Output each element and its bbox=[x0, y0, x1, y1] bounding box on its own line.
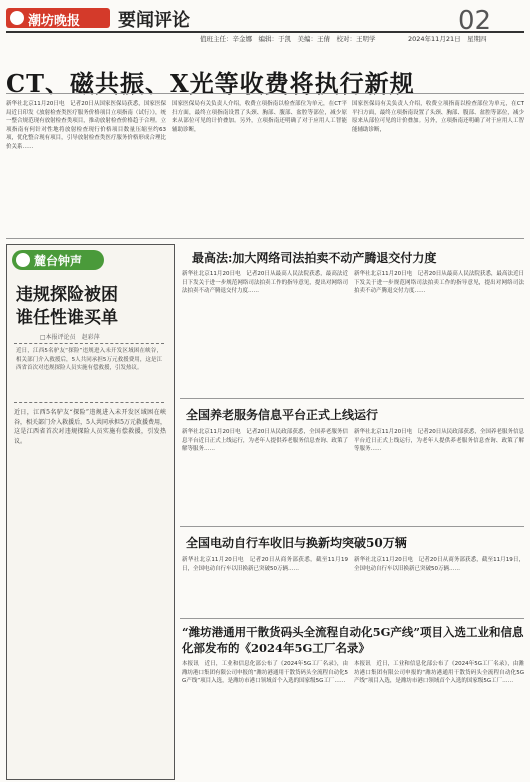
newspaper-logo bbox=[6, 8, 110, 28]
issue-date: 2024年11月21日 星期四 bbox=[408, 35, 487, 43]
story-2-divider bbox=[180, 526, 524, 527]
story-4-body-col-2: 本报讯 近日，工业和信息化部公布了《2024年5G工厂名录》，由潍坊港口集团有限公司申报的“潍坊港通用干散货码头全流程自动化5G产线”项目入选，是潍坊市港口领域首个入选的国家级5G工厂…… bbox=[354, 661, 524, 684]
lead-body-col-1: 新华社北京11月20日电 记者20日从国家医保局获悉，国家医保局近日印发《放射检查类医疗服务价格项目立项指南（试行）》，统一整合规范现有放射检查类项目，推动放射检查价格趋于合理。立项指南有何针对性地将放射检查现行价格项目数量压缩至约63项，优化整合现有项目，引导放射检查类医疗服务价格形成合理比价关系…… bbox=[6, 101, 166, 150]
lead-headline: CT、磁共振、X光等收费将执行新规 bbox=[6, 69, 415, 98]
column-banner bbox=[12, 250, 104, 270]
story-4-title: “潍坊港通用干散货码头全流程自动化5G产线”项目入选工业和信息化部发布的《2024年5G工厂名录》 bbox=[182, 625, 524, 655]
commentary-editor-note bbox=[14, 343, 164, 403]
story-2-body-col-1: 新华社北京11月20日电 记者20日从民政部获悉，全国养老服务信息平台近日正式上线运行，为老年人提供养老服务信息查询、政策了解等服务…… bbox=[182, 429, 348, 452]
lead-body-col-2: 国家医保局有关负责人介绍，收费立项指南以检查部位为单元，在CT平扫方面，最终立项指南设置了头颈、胸部、腹部、盆腔等部位，减少原来从部位可见的计价叠加。另外，立项指南还明确了对于应用人工智能辅助诊断， bbox=[172, 101, 347, 133]
commentary-body: 近日，江西5名驴友“探险”违规进入未开发区域困在峡谷，相关部门介入救援后，5人共同承担5万元救援费用，这是江西省首次对违规探险人员实施有偿救援，引发热议。 bbox=[14, 409, 166, 445]
story-2-body-col-2: 新华社北京11月20日电 记者20日从民政部获悉，全国养老服务信息平台近日正式上线运行，为老年人提供养老服务信息查询、政策了解等服务…… bbox=[354, 429, 524, 452]
story-2-title: 全国养老服务信息平台正式上线运行 bbox=[186, 408, 379, 422]
story-1-title: 最高法:加大网络司法拍卖不动产腾退交付力度 bbox=[192, 251, 437, 265]
story-3-body-col-2: 新华社北京11月20日电 记者20日从商务部获悉，截至11月19日，全国电动自行车以旧换新已突破50万辆…… bbox=[354, 557, 524, 572]
lead-bottom-divider bbox=[6, 238, 524, 239]
story-1-body-col-2: 新华社北京11月20日电 记者20日从最高人民法院获悉，最高法近日下发关于进一步规范网络司法拍卖工作的指导意见，提出对网络司法拍卖不动产腾退交付力度…… bbox=[354, 271, 524, 294]
logo-text: 潮坊晚报 bbox=[28, 14, 81, 29]
lead-body-col-3: 国家医保局有关负责人介绍，收费立项指南以检查部位为单元，在CT平扫方面，最终立项指南设置了头颈、胸部、腹部、盆腔等部位，减少原来从部位可见的计价叠加。另外，立项指南还明确了对于应用人工智能辅助诊断， bbox=[352, 101, 524, 133]
lead-divider bbox=[6, 93, 524, 94]
editor-note-text: 近日，江西5名驴友“探险”违规进入未开发区域困在峡谷，相关部门介入救援后，5人共同承担5万元救援费用，这是江西省首次对违规探险人员实施有偿救援，引发热议。 bbox=[16, 348, 162, 371]
story-3-title: 全国电动自行车收旧与换新均突破50万辆 bbox=[186, 536, 407, 550]
commentary-title: 违规探险被困 谁任性谁买单 bbox=[16, 285, 118, 328]
editor-credits: 值班主任：辛金娜 编辑：于凯 美编：王倩 校对：王明学 bbox=[200, 35, 376, 43]
page-number: 02 bbox=[458, 6, 492, 36]
logo-mark-icon bbox=[10, 11, 24, 25]
header-divider bbox=[6, 31, 524, 33]
story-4-body-col-1: 本报讯 近日，工业和信息化部公布了《2024年5G工厂名录》，由潍坊港口集团有限公司申报的“潍坊港通用干散货码头全流程自动化5G产线”项目入选，是潍坊市港口领域首个入选的国家级5G工厂…… bbox=[182, 661, 348, 684]
story-1-divider bbox=[180, 398, 524, 399]
story-3-body-col-1: 新华社北京11月20日电 记者20日从商务部获悉，截至11月19日，全国电动自行车以旧换新已突破50万辆…… bbox=[182, 557, 348, 572]
commentary-author: □本报评论员 赵彩萍 bbox=[40, 334, 100, 341]
story-1-body-col-1: 新华社北京11月20日电 记者20日从最高人民法院获悉，最高法近日下发关于进一步规范网络司法拍卖工作的指导意见，提出对网络司法拍卖不动产腾退交付力度…… bbox=[182, 271, 348, 294]
bell-icon bbox=[16, 253, 30, 267]
column-banner-text: 麓台钟声 bbox=[34, 254, 83, 268]
section-title: 要闻评论 bbox=[118, 10, 190, 31]
story-3-divider bbox=[180, 618, 524, 619]
